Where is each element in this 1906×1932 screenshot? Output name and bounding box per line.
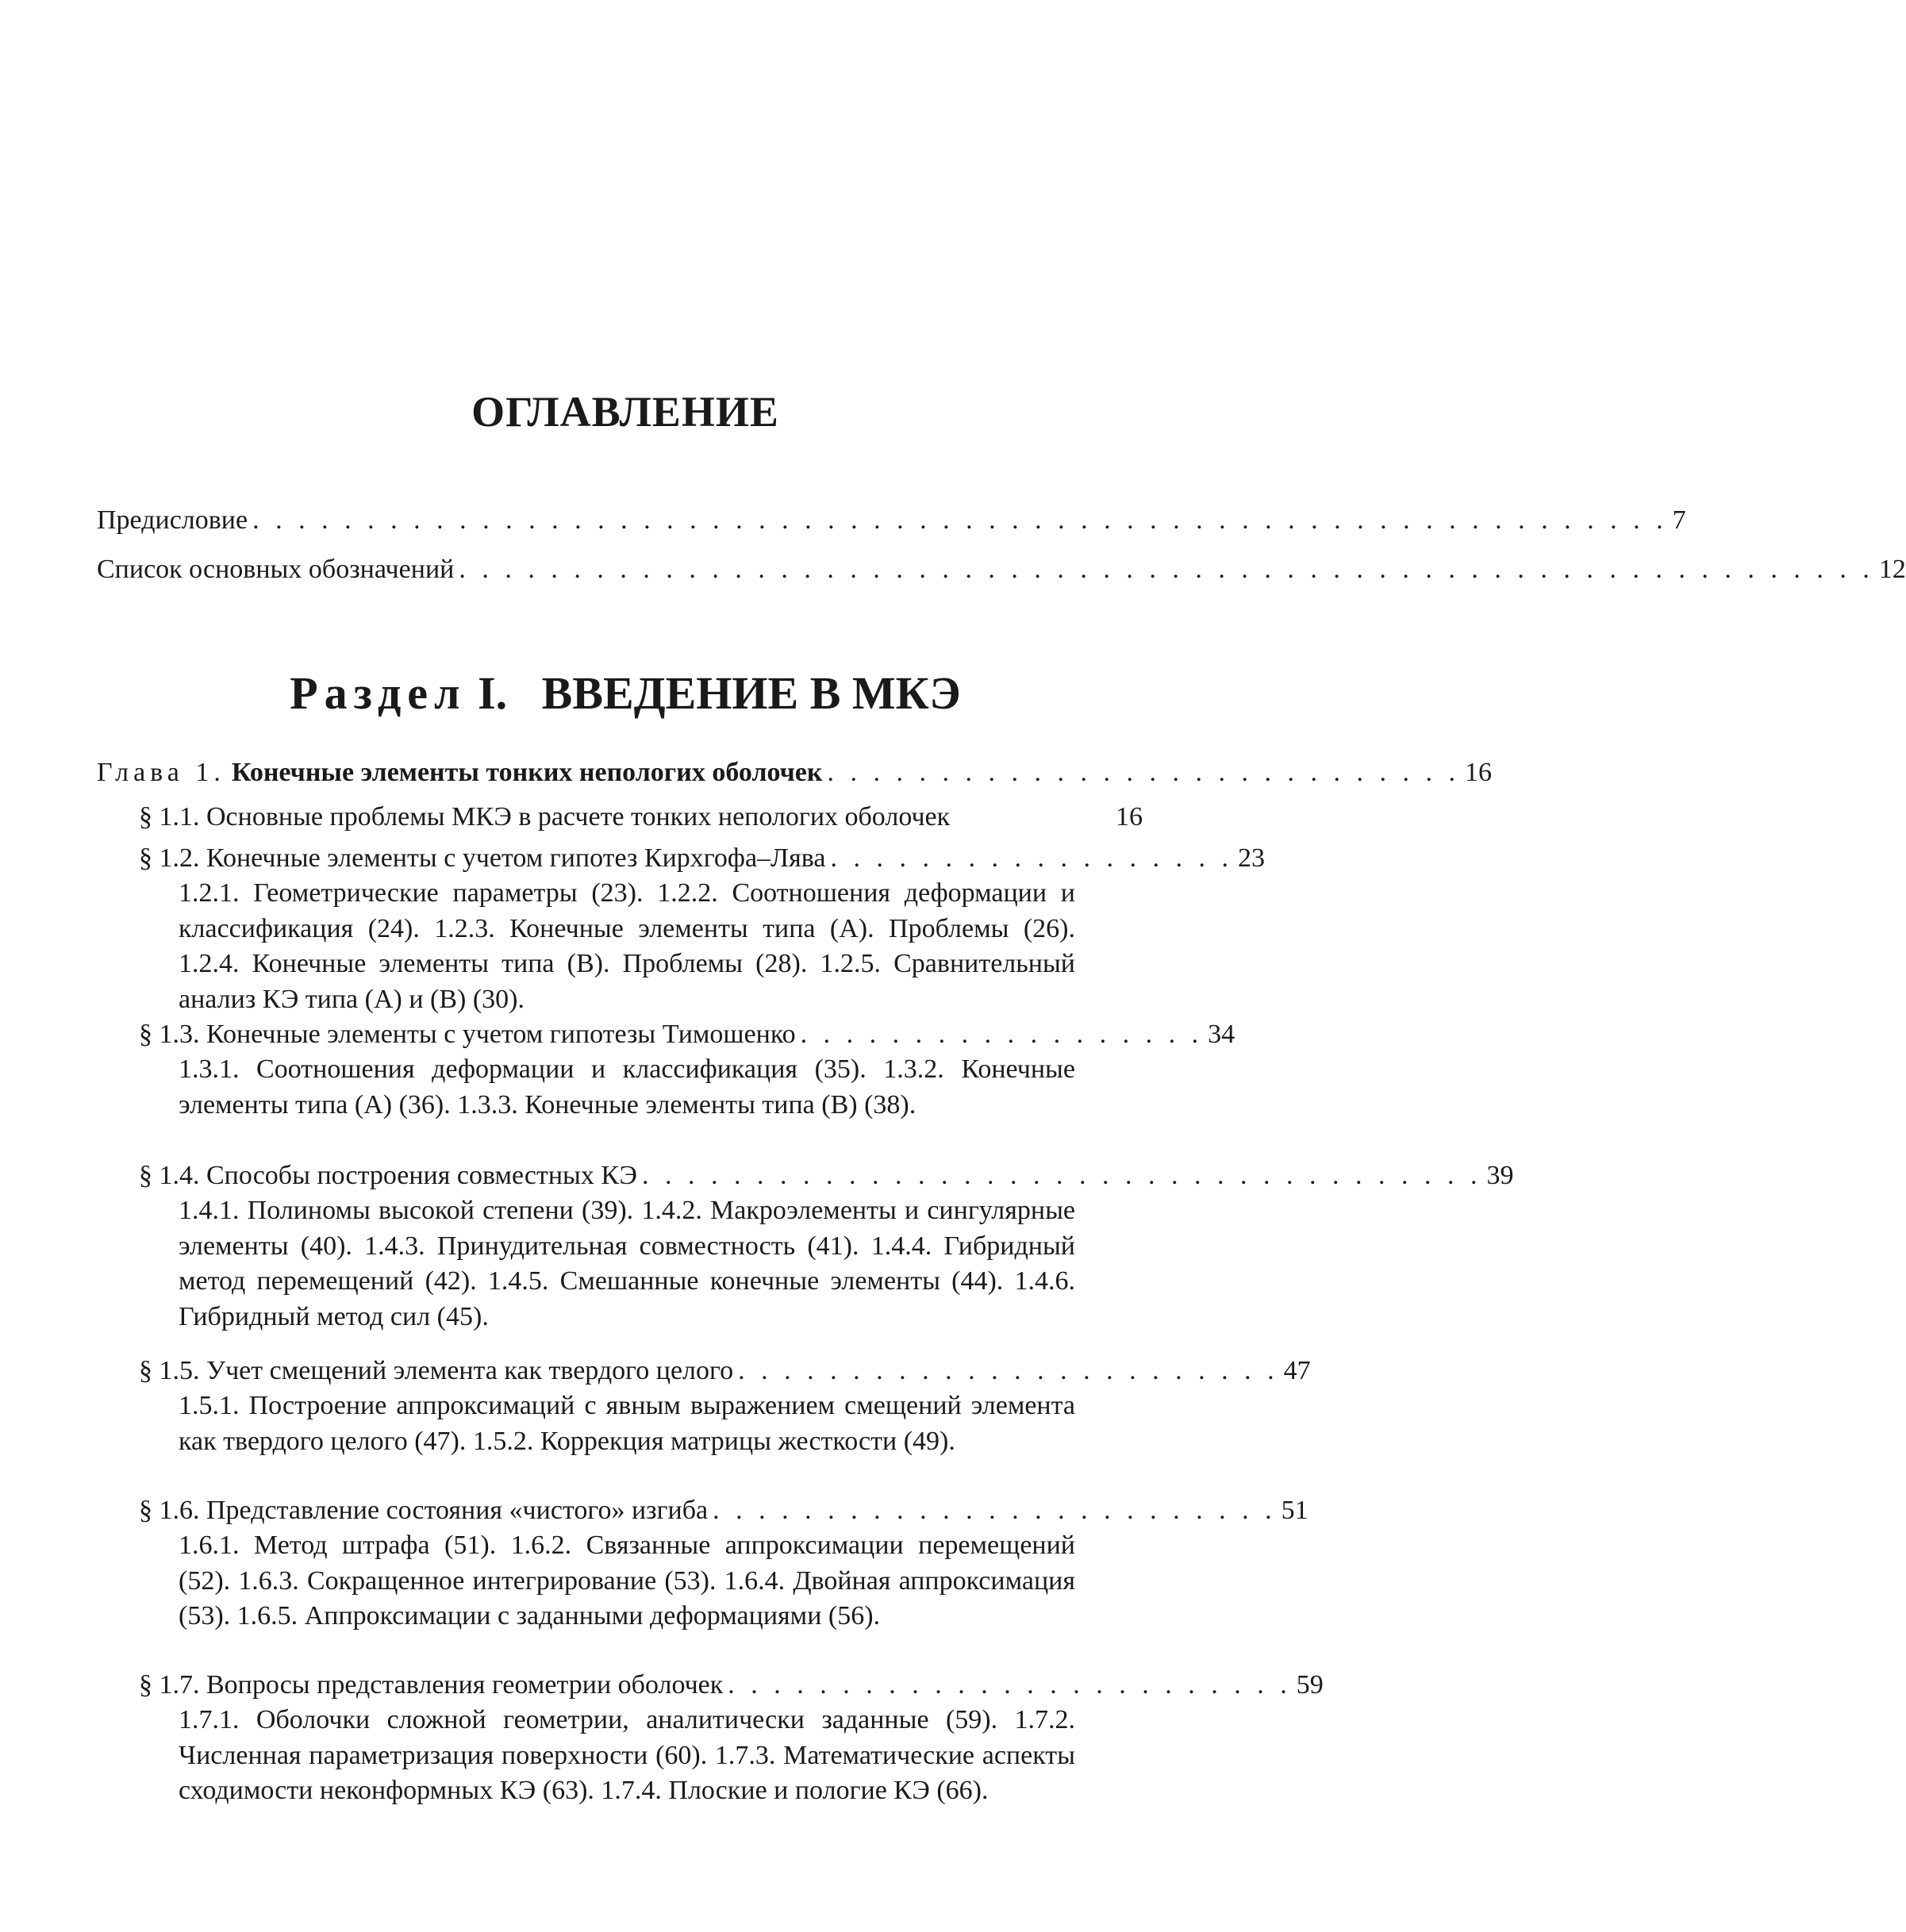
- paragraph-page: 59: [1296, 1670, 1324, 1700]
- paragraph-label: § 1.2. Конечные элементы с учетом гипотез Кирхгофа–Лява: [139, 843, 826, 873]
- toc-entry-preface[interactable]: [97, 503, 1686, 538]
- paragraph-subsections: 1.5.1. Построение аппроксимаций с явным выражением смещений элемента как твердого целого (47). 1.5.2. Коррекция матрицы жесткости (49).: [179, 1391, 1075, 1456]
- section-number: I.: [478, 667, 508, 719]
- toc-entry-label: Предисловие: [97, 505, 248, 535]
- paragraph-label: § 1.4. Способы построения совместных КЭ: [139, 1161, 637, 1190]
- section-name: ВВЕДЕНИЕ В МКЭ: [541, 667, 961, 719]
- toc-paragraph-1-3[interactable]: [139, 1017, 1235, 1123]
- section-prefix: Раздел: [290, 667, 467, 719]
- paragraph-subsections: 1.6.1. Метод штрафа (51). 1.6.2. Связанные аппроксимации перемещений (52). 1.6.3. Сокращенное интегрирование (53). 1.6.4. Двойная аппроксимация (53). 1.6.5. Аппроксимации с заданными деформациями (56).: [179, 1531, 1075, 1630]
- toc-chapter-1[interactable]: [97, 755, 1492, 790]
- section-title: [0, 666, 1251, 720]
- toc-entry-page: 7: [1672, 505, 1686, 535]
- dot-leader: . . . . . . . . . . . . . . . . . . . . . . . . . . . . . . . . . . . . . . . . . . . . . . . . . . . . . . . . . . . . . .: [459, 555, 1874, 584]
- paragraph-subsections: 1.2.1. Геометрические параметры (23). 1.2.2. Соотношения деформации и классификация (24). 1.2.3. Конечные элементы типа (А). Проблемы (26). 1.2.4. Конечные элементы типа (В). Проблемы (28). 1.2.5. Сравнительный анализ КЭ типа (А) и (В) (30).: [179, 878, 1075, 1014]
- toc-paragraph-1-1[interactable]: [139, 800, 1143, 835]
- toc-entry-page: 12: [1878, 555, 1906, 584]
- chapter-title: Конечные элементы тонких непологих оболочек: [231, 758, 823, 787]
- dot-leader: . . . . . . . . . . . . . . . . . . . . . . . .: [738, 1356, 1279, 1385]
- paragraph-subsections: 1.4.1. Полиномы высокой степени (39). 1.4.2. Макроэлементы и сингулярные элементы (40). 1.4.3. Принудительная совместность (41). 1.4.4. Гибридный метод перемещений (42). 1.4.5. Смешанные конечные элементы (44). 1.4.6. Гибридный метод сил (45).: [179, 1196, 1075, 1331]
- paragraph-page: 23: [1237, 843, 1265, 873]
- toc-paragraph-1-5[interactable]: [139, 1354, 1311, 1459]
- paragraph-page: 16: [1116, 802, 1143, 832]
- chapter-page: 16: [1465, 758, 1492, 787]
- page-title: ОГЛАВЛЕНИЕ: [471, 388, 779, 436]
- dot-leader: . . . . . . . . . . . . . . . . . . . . . . . . . . . . . . . . . . . . . . . . . . . . . . . . . . . . . . . . . . . . . .: [252, 505, 1668, 535]
- toc-paragraph-1-6[interactable]: [139, 1493, 1308, 1634]
- dot-leader: . . . . . . . . . . . . . . . . . . . . . . . . .: [713, 1496, 1277, 1525]
- dot-leader: . . . . . . . . . . . . . . . . . .: [830, 843, 1233, 873]
- paragraph-page: 34: [1208, 1020, 1235, 1049]
- dot-leader: . . . . . . . . . . . . . . . . . . . . . . . . .: [728, 1670, 1292, 1700]
- paragraph-label: § 1.5. Учет смещений элемента как твердого целого: [139, 1356, 734, 1385]
- paragraph-subsections: 1.3.1. Соотношения деформации и классификация (35). 1.3.2. Конечные элементы типа (А) (36). 1.3.3. Конечные элементы типа (В) (38).: [179, 1054, 1075, 1120]
- toc-paragraph-1-7[interactable]: [139, 1668, 1324, 1809]
- chapter-label: Глава 1.: [97, 758, 225, 787]
- paragraph-label: § 1.7. Вопросы представления геометрии оболочек: [139, 1670, 724, 1700]
- toc-paragraph-1-4[interactable]: [139, 1158, 1514, 1335]
- paragraph-page: 39: [1486, 1161, 1514, 1190]
- toc-entry-label: Список основных обозначений: [97, 555, 455, 584]
- dot-leader: . . . . . . . . . . . . . . . . . . . . . . . . . . . . . . . . . . . . .: [641, 1161, 1482, 1190]
- toc-paragraph-1-2[interactable]: [139, 841, 1265, 1017]
- paragraph-subsections: 1.7.1. Оболочки сложной геометрии, аналитически заданные (59). 1.7.2. Численная параметризация поверхности (60). 1.7.3. Математические аспекты сходимости неконформных КЭ (63). 1.7.4. Плоские и пологие КЭ (66).: [179, 1705, 1075, 1805]
- dot-leader: . . . . . . . . . . . . . . . . . .: [800, 1020, 1204, 1049]
- paragraph-page: 47: [1283, 1356, 1311, 1385]
- dot-leader: . . . . . . . . . . . . . . . . . . . . . . . . . . . .: [827, 758, 1460, 787]
- toc-entry-notation[interactable]: [97, 552, 1906, 587]
- paragraph-page: 51: [1281, 1496, 1308, 1525]
- paragraph-label: § 1.3. Конечные элементы с учетом гипотезы Тимошенко: [139, 1020, 796, 1049]
- paragraph-label: § 1.1. Основные проблемы МКЭ в расчете тонких непологих оболочек: [139, 802, 951, 832]
- paragraph-label: § 1.6. Представление состояния «чистого» изгиба: [139, 1496, 709, 1525]
